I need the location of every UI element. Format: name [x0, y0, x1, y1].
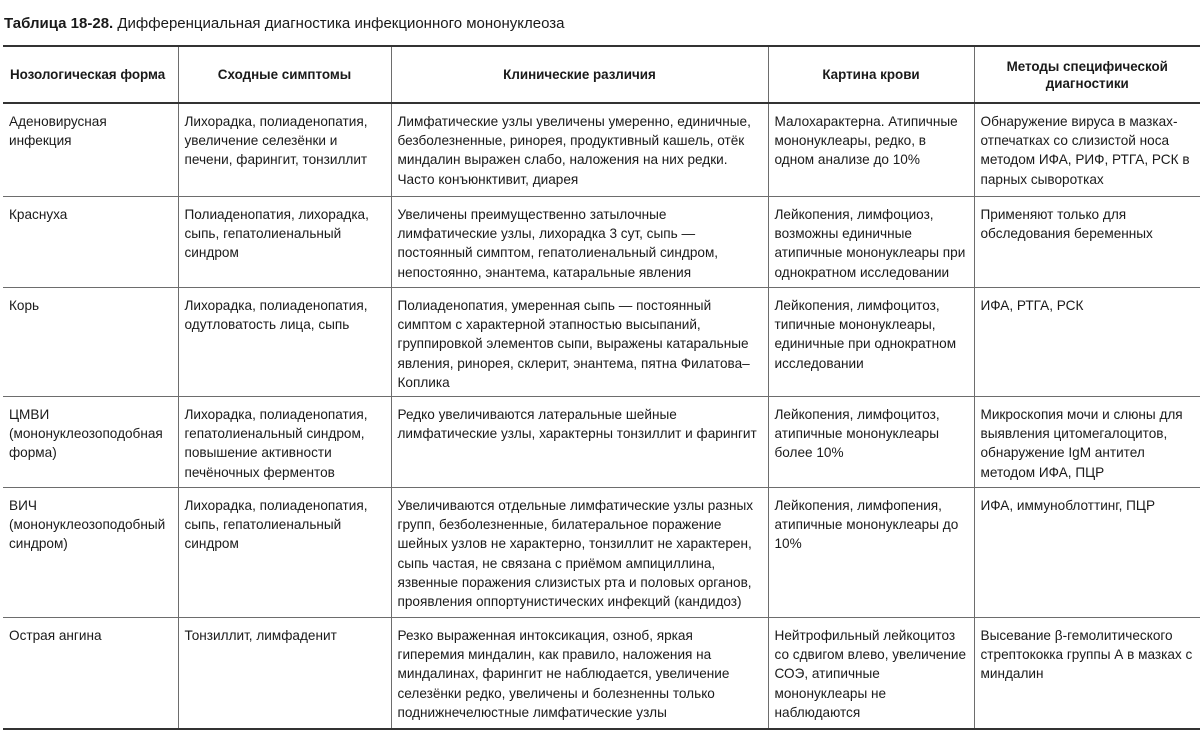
- cell-form: ЦМВИ (мононуклеозоподобная форма): [3, 397, 178, 488]
- diagnosis-table: [3, 45, 1200, 730]
- cell-methods: Обнаружение вируса в мазках-отпечатках со слизистой носа методом ИФА, РИФ, РТГА, РСК в парных сыворотках: [974, 103, 1200, 197]
- cell-blood: Лейкопения, лимфоциоз, возможны единичные атипичные мононуклеары при однократном исследовании: [768, 197, 974, 288]
- cell-form: Корь: [3, 288, 178, 397]
- cell-symptoms: Лихорадка, полиаденопатия, гепатолиенальный синдром, повышение активности печёночных ферментов: [178, 397, 391, 488]
- cell-form: Краснуха: [3, 197, 178, 288]
- table-row: [3, 197, 1200, 288]
- header-form: Нозологическая форма: [3, 46, 178, 103]
- cell-symptoms: Лихорадка, полиаденопатия, увеличение селезёнки и печени, фарингит, тонзиллит: [178, 103, 391, 197]
- table-row: [3, 618, 1200, 730]
- cell-clinical: Полиаденопатия, умеренная сыпь — постоянный симптом с характерной этапностью высыпаний, группировкой элементов сыпи, выражены катаральные явления, ринорея, склерит, энантема, пятна Филатова–Коплика: [391, 288, 768, 397]
- cell-form: ВИЧ (мононуклеозоподобный синдром): [3, 488, 178, 618]
- cell-methods: ИФА, иммуноблоттинг, ПЦР: [974, 488, 1200, 618]
- cell-symptoms: Полиаденопатия, лихорадка, сыпь, гепатолиенальный синдром: [178, 197, 391, 288]
- table-number: Таблица 18-28.: [4, 15, 114, 32]
- cell-clinical: Увеличиваются отдельные лимфатические узлы разных групп, безболезненные, билатеральное поражение шейных узлов не характерно, тонзиллит не характерен, сыпь частая, не связана с приёмом ампициллина, язвенные поражения слизистых рта и половых органов, проявления оппортунистических инфекций (кандидоз): [391, 488, 768, 618]
- cell-methods: Высевание β-гемолитического стрептококка группы А в мазках с миндалин: [974, 618, 1200, 730]
- table-row: [3, 288, 1200, 397]
- header-methods: Методы специфической диагностики: [974, 46, 1200, 103]
- cell-methods: Применяют только для обследования беременных: [974, 197, 1200, 288]
- table-row: [3, 103, 1200, 197]
- cell-symptoms: Лихорадка, полиаденопатия, одутловатость лица, сыпь: [178, 288, 391, 397]
- cell-methods: Микроскопия мочи и слюны для выявления цитомегалоцитов, обнаружение IgM антител методом ИФА, ПЦР: [974, 397, 1200, 488]
- cell-symptoms: Лихорадка, полиаденопатия, сыпь, гепатолиенальный синдром: [178, 488, 391, 618]
- cell-methods: ИФА, РТГА, РСК: [974, 288, 1200, 397]
- table-row: [3, 488, 1200, 618]
- cell-form: Аденовирусная инфекция: [3, 103, 178, 197]
- cell-blood: Нейтрофильный лейкоцитоз со сдвигом влево, увеличение СОЭ, атипичные мононуклеары не наблюдаются: [768, 618, 974, 730]
- cell-clinical: Редко увеличиваются латеральные шейные лимфатические узлы, характерны тонзиллит и фарингит: [391, 397, 768, 488]
- header-clinical: Клинические различия: [391, 46, 768, 103]
- cell-form: Острая ангина: [3, 618, 178, 730]
- cell-blood: Малохарактерна. Атипичные мононуклеары, редко, в одном анализе до 10%: [768, 103, 974, 197]
- table-caption: [4, 15, 565, 32]
- table-row: [3, 397, 1200, 488]
- cell-clinical: Резко выраженная интоксикация, озноб, яркая гиперемия миндалин, как правило, наложения на миндалинах, фарингит не наблюдается, увеличение селезёнки редко, увеличены и болезненны только поднижнечелюстные лимфатические узлы: [391, 618, 768, 730]
- cell-clinical: Лимфатические узлы увеличены умеренно, единичные, безболезненные, ринорея, продуктивный кашель, отёк миндалин выражен слабо, наложения на них редки. Часто конъюнктивит, диарея: [391, 103, 768, 197]
- cell-clinical: Увеличены преимущественно затылочные лимфатические узлы, лихорадка 3 сут, сыпь — постоянный симптом, гепатолиенальный синдром, непостоянно, энантема, катаральные явления: [391, 197, 768, 288]
- cell-blood: Лейкопения, лимфоцитоз, атипичные мононуклеары более 10%: [768, 397, 974, 488]
- cell-blood: Лейкопения, лимфоцитоз, типичные мононуклеары, единичные при однократном исследовании: [768, 288, 974, 397]
- header-row: [3, 46, 1200, 103]
- header-blood: Картина крови: [768, 46, 974, 103]
- cell-blood: Лейкопения, лимфопения, атипичные мононуклеары до 10%: [768, 488, 974, 618]
- header-symptoms: Сходные симптомы: [178, 46, 391, 103]
- table-title: Дифференциальная диагностика инфекционного мононуклеоза: [117, 15, 565, 32]
- cell-symptoms: Тонзиллит, лимфаденит: [178, 618, 391, 730]
